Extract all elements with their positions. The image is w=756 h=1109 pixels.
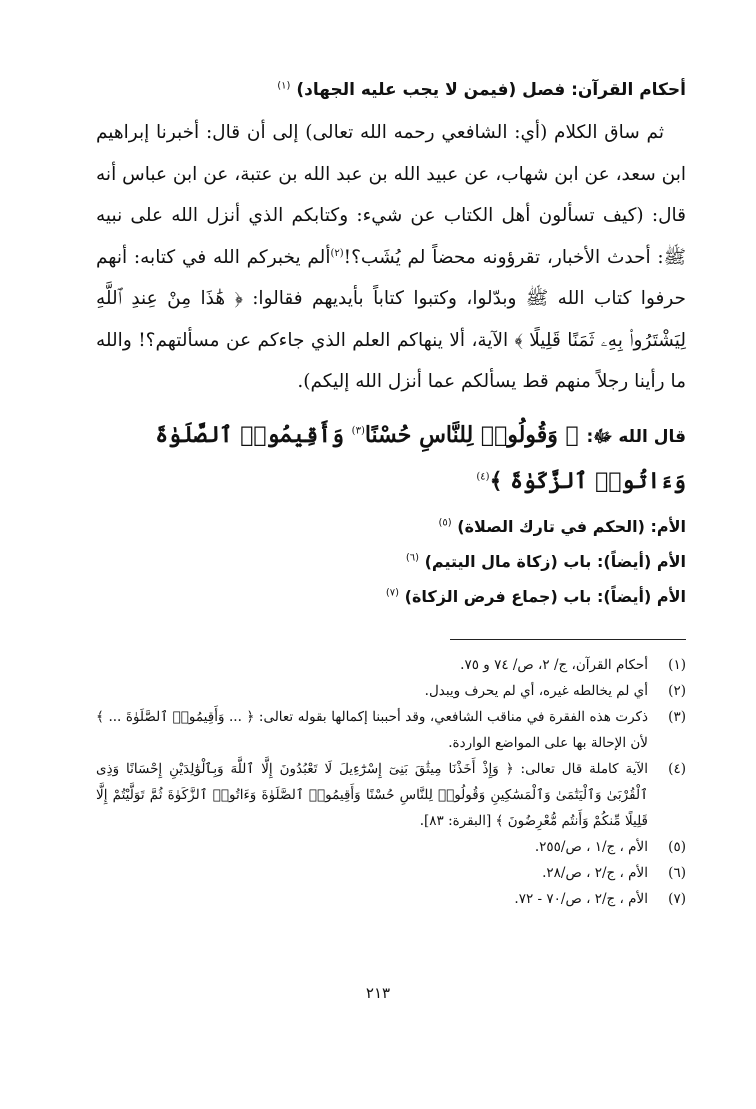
footnote-number: (١) [668,656,686,673]
section-heading [96,78,686,102]
footnote-number: (٥) [668,838,686,855]
footnote-text: الأم ، ج/١ ، ص/٢٥٥. [534,838,648,855]
footnote-marker: (٦) [405,552,420,564]
footnote-marker: (١) [277,80,291,92]
reference-text: الأم (أيضاً): باب (زكاة مال اليتيم) [424,551,686,571]
heading-text: أحكام القرآن: فصل (فيمن لا يجب عليه الجهاد) [296,80,686,100]
footnote-item [96,652,686,678]
footnote-item [96,678,686,704]
footnote-number: (٧) [668,890,686,907]
main-paragraph [96,112,686,403]
footnote-text: الآية كاملة قال تعالى: ﴿ وَإِذْ أَخَذْنَا مِيثَٰقَ بَنِىٓ إِسْرَٰٓءِيلَ لَا تَعْبُدُونَ إِلَّا ٱللَّهَ وَبِٱلْوَٰلِدَيْنِ إِحْسَانًا وَذِى ٱلْقُرْبَىٰ وَٱلْيَتَٰمَىٰ وَٱلْمَسَٰكِينِ وَقُولُوا۟ لِلنَّاسِ حُسْنًا وَأَقِيمُوا۟ ٱلصَّلَوٰةَ وَءَاتُوا۟ ٱلزَّكَوٰةَ ثُمَّ تَوَلَّيْتُمْ إِلَّا قَلِيلًا مِّنكُمْ وَأَنتُم مُّعْرِضُونَ ﴾ [البقرة: ٨٣]. [96,760,648,829]
reference-text: الأم: (الحكم في تارك الصلاة) [457,516,686,536]
quran-verse [96,413,686,503]
footnote-marker: (٢) [330,247,344,259]
footnote-text: الأم ، ج/٢ ، ص/٧٠ - ٧٢. [514,890,648,907]
footnote-item [96,756,686,834]
reference-list [96,509,686,614]
footnote-text: ذكرت هذه الفقرة في مناقب الشافعي، وقد أحببنا إكمالها بقوله تعالى: ﴿ ... وَأَقِيمُوا۟ ٱلصَّلَوٰةَ ... ﴾ لأن الإحالة بها على المواضع الواردة. [96,708,648,751]
paragraph [96,112,686,403]
page-number: ٢١٣ [365,984,391,1002]
footnote-marker: (٣) [351,425,365,437]
footnote-text: أحكام القرآن، ج/ ٢، ص/ ٧٤ و ٧٥. [460,656,648,673]
verse-text: ﴿ وَقُولُوا۟ لِلنَّاسِ حُسْنًا [364,421,579,448]
footnote-marker: (٥) [438,517,452,529]
footnote-number: (٦) [668,864,686,881]
verse-text: وَأَقِيمُوا۟ ٱلصَّلَوٰةَ وَءَاتُوا۟ ٱلزَّكَوٰةَ ﴾ [155,421,686,494]
page-content [96,78,686,912]
paragraph-text: ألم يخبركم الله في كتابه: أنهم حرفوا كتاب الله ﷺ وبدّلوا، وكتبوا كتاباً بأيديهم فقالوا: ﴿ هَٰذَا مِنْ عِندِ ٱللَّهِ لِيَشْتَرُوا۟ بِهِۦ ثَمَنًا قَلِيلًا ﴾ الآية، ألا ينهاكم العلم الذي جاءكم عن مسألتهم؟! والله ما رأينا رجلاً منهم قط يسألكم عما أنزل الله إليكم). [96,246,686,392]
footnote-text: الأم ، ج/٢ ، ص/٢٨. [542,864,648,881]
paragraph-text: ثم ساق الكلام (أي: الشافعي رحمه الله تعالى) إلى أن قال: أخبرنا إبراهيم ابن سعد، عن ابن شهاب، عن عبيد الله بن عبد الله بن عتبة، عن ابن عباس أنه قال: (كيف تسألون أهل الكتاب عن شيء: وكتابكم الذي أنزل الله على نبيه ﷺ: أحدث الأخبار، تقرؤونه محضاً لم يُشَب؟! [96,122,686,268]
reference-line [96,509,686,544]
footnote-divider [450,639,686,640]
footnote-list [96,652,686,912]
footnote-number: (٢) [668,682,686,699]
footnote-item [96,886,686,912]
verse-lead: قال الله ﷻ: [586,426,686,447]
reference-text: الأم (أيضاً): باب (جماع فرض الزكاة) [404,586,686,606]
footnote-item [96,834,686,860]
reference-line [96,579,686,614]
footnote-text: أي لم يخالطه غيره، أي لم يحرف ويبدل. [424,682,648,699]
footnote-number: (٣) [668,708,686,725]
footnote-marker: (٧) [385,587,400,599]
footnote-item [96,860,686,886]
footnote-number: (٤) [668,760,686,777]
footnote-item [96,704,686,756]
footnote-marker: (٤) [476,471,490,483]
reference-line [96,544,686,579]
